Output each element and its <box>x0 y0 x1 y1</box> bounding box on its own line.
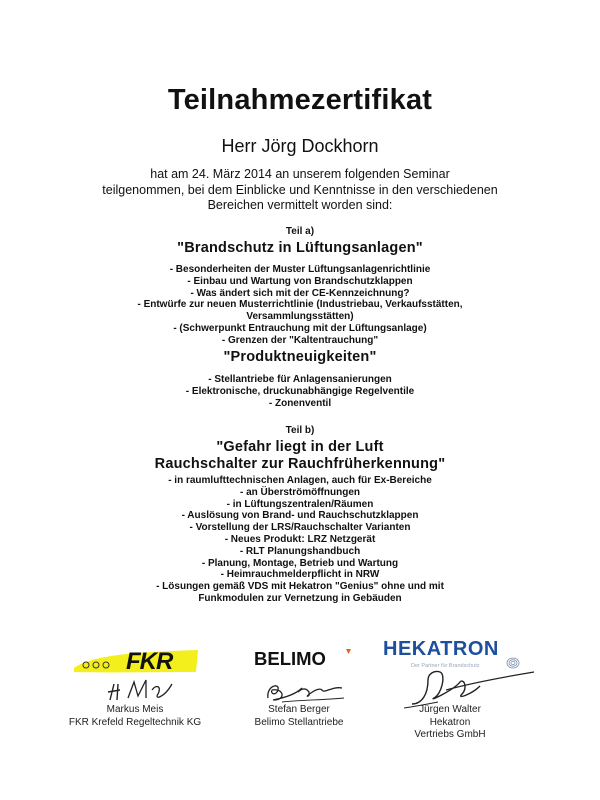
signer-name: Stefan Berger <box>268 704 330 715</box>
topic-list <box>40 264 560 347</box>
section-heading-line: "Gefahr liegt in der Luft <box>216 439 384 455</box>
intro-text <box>60 167 540 214</box>
signer-name: Markus Meis <box>106 704 164 715</box>
hekatron-tagline: Der Partner für Brandschutz <box>411 663 480 669</box>
section-label: Teil b) <box>285 425 315 436</box>
signature-markus-meis <box>102 672 182 706</box>
topic-item: - Auslösung von Brand- und Rauchschutzklappen <box>181 510 419 522</box>
topic-item: - Besonderheiten der Muster Lüftungsanlagenrichtlinie <box>169 264 431 275</box>
topic-item: - Was ändert sich mit der CE-Kennzeichnung? <box>190 287 410 299</box>
topic-item: - in raumlufttechnischen Anlagen, auch für Ex-Bereiche <box>168 475 432 486</box>
topic-item: - Heimrauchmelderpflicht in NRW <box>220 569 380 581</box>
topic-item: - Lösungen gemäß VDS mit Hekatron "Genius" ohne und mit <box>156 581 444 593</box>
topic-item: - Entwürfe zur neuen Musterrichtlinie (Industriebau, Verkaufsstätten, <box>137 299 463 311</box>
topic-list <box>40 475 560 605</box>
belimo-logo-text: BELIMO <box>254 648 326 668</box>
intro-line: Bereichen vermittelt worden sind: <box>207 198 393 212</box>
intro-line: teilgenommen, bei dem Einblicke und Kenntnisse in den verschiedenen <box>102 182 498 197</box>
fkr-logo-text: FKR <box>126 648 173 674</box>
topic-item: - Neues Produkt: LRZ Netzgerät <box>224 533 376 545</box>
section-teil-a <box>40 226 560 347</box>
topic-item: - (Schwerpunkt Entrauchung mit der Lüftungsanlage) <box>173 322 427 334</box>
hekatron-logo-text: HEKATRON <box>383 638 499 660</box>
topic-item: - Planung, Montage, Betrieb und Wartung <box>201 557 399 569</box>
topic-item: - Vorstellung der LRS/Rauchschalter Varianten <box>189 522 411 534</box>
belimo-logo <box>254 646 352 668</box>
certificate-title: Teilnahmezertifikat <box>167 84 433 116</box>
section-heading-line: Rauchschalter zur Rauchfrüherkennung" <box>154 456 446 472</box>
topic-item: - Grenzen der "Kaltentrauchung" <box>221 334 379 346</box>
topic-item: - Einbau und Wartung von Brandschutzklappen <box>187 275 413 287</box>
signer-fkr <box>40 704 230 729</box>
signer-company: Belimo Stellantriebe <box>254 716 344 728</box>
signer-hekatron <box>380 704 520 742</box>
topic-list <box>40 374 560 409</box>
topic-item: - Elektronische, druckunabhängige Regelventile <box>185 385 415 397</box>
topic-item: - Stellantriebe für Anlagensanierungen <box>208 374 392 385</box>
recipient-name: Herr Jörg Dockhorn <box>221 136 379 156</box>
signature-stefan-berger <box>262 676 348 706</box>
section-label: Teil a) <box>285 226 315 237</box>
signer-belimo <box>224 704 374 729</box>
topic-item: - in Lüftungszentralen/Räumen <box>226 498 374 510</box>
signer-company: FKR Krefeld Regeltechnik KG <box>68 716 202 728</box>
section-teil-b <box>40 425 560 605</box>
fkr-logo <box>70 646 200 674</box>
signer-name: Jürgen Walter <box>419 704 481 715</box>
topic-item: - Zonenventil <box>268 397 332 409</box>
signer-company: Vertriebs GmbH <box>414 729 486 740</box>
section-heading: "Produktneuigkeiten" <box>223 349 377 365</box>
intro-line: hat am 24. März 2014 an unserem folgenden Seminar <box>150 167 450 181</box>
topic-item: - an Überströmöffnungen <box>240 486 360 498</box>
signer-company: Hekatron <box>429 716 471 728</box>
topic-item: - RLT Planungshandbuch <box>239 545 361 557</box>
section-produktneuigkeiten <box>40 349 560 409</box>
section-heading: "Brandschutz in Lüftungsanlagen" <box>177 240 423 256</box>
topic-item: Versammlungsstätten) <box>246 311 354 323</box>
topic-item: Funkmodulen zur Vernetzung in Gebäuden <box>198 592 402 604</box>
